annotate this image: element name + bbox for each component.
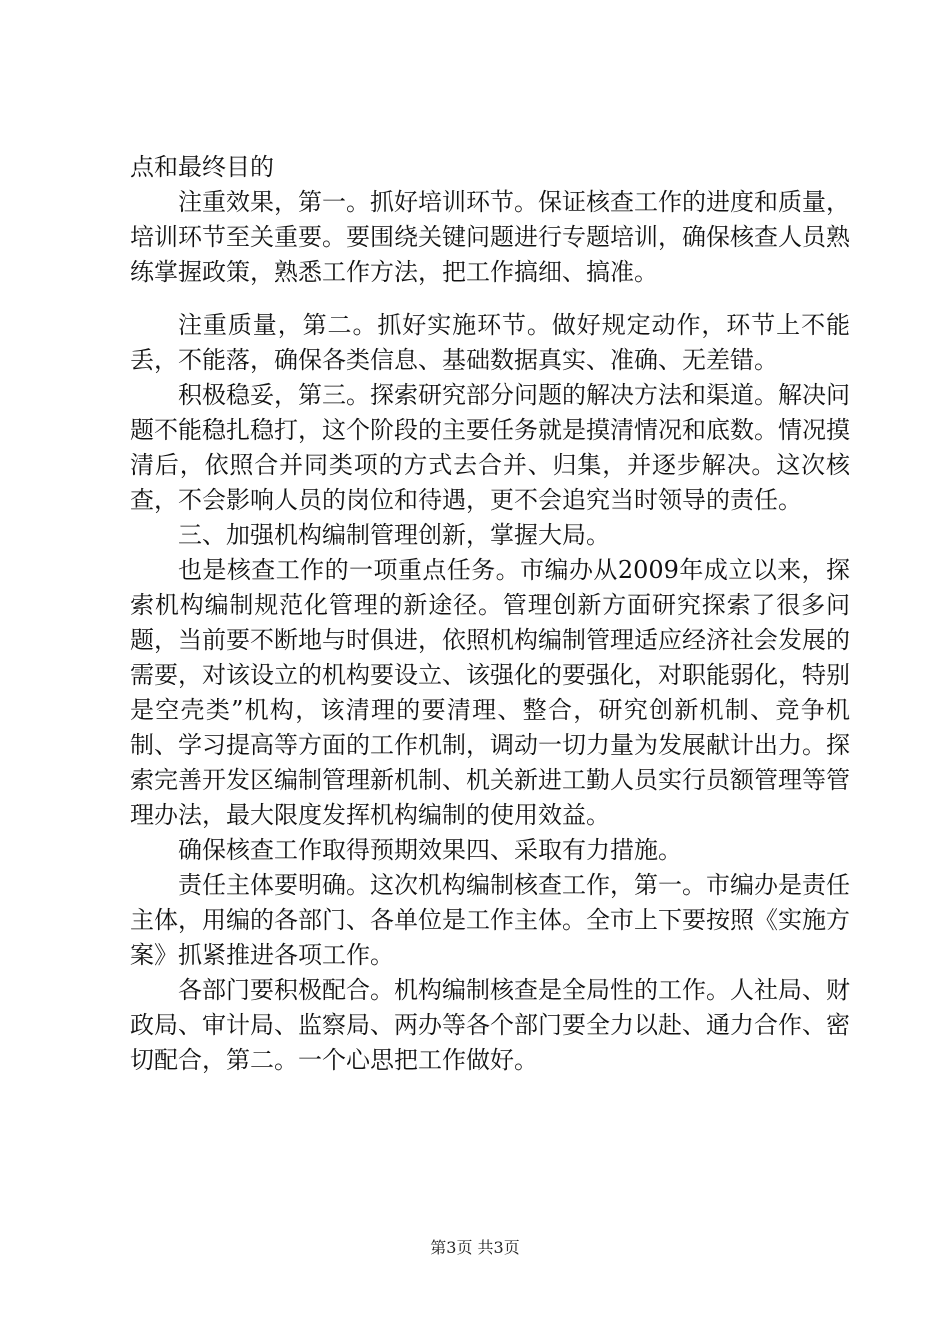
paragraph-cooperation: 各部门要积极配合。机构编制核查是全局性的工作。人社局、财政局、审计局、监察局、两办等各个部门要全力以赴、通力合作、密切配合，第二。一个心思把工作做好。: [130, 976, 850, 1074]
paragraph-training: 注重效果，第一。抓好培训环节。保证核查工作的进度和质量，培训环节至关重要。要围绕关键问题进行专题培训，确保核查人员熟练掌握政策，熟悉工作方法，把工作搞细、搞准。: [130, 188, 850, 286]
paragraph-implementation: 注重质量，第二。抓好实施环节。做好规定动作，环节上不能丢，不能落，确保各类信息、基础数据真实、准确、无差错。: [130, 311, 850, 374]
paragraph-continuation: 点和最终目的: [130, 153, 274, 181]
page-footer: 第3页 共3页: [430, 1238, 520, 1257]
document-body: [130, 150, 850, 1078]
paragraph-responsibility: 责任主体要明确。这次机构编制核查工作，第一。市编办是责任主体，用编的各部门、各单位是工作主体。全市上下要按照《实施方案》抓紧推进各项工作。: [130, 871, 850, 969]
paragraph-exploration: 积极稳妥，第三。探索研究部分问题的解决方法和渠道。解决问题不能稳扎稳打，这个阶段的主要任务就是摸清情况和底数。情况摸清后，依照合并同类项的方式去合并、归集，并逐步解决。这次核查，不会影响人员的岗位和待遇，更不会追究当时领导的责任。: [130, 381, 850, 514]
paragraph-innovation: 也是核查工作的一项重点任务。市编办从2009年成立以来，探索机构编制规范化管理的新途径。管理创新方面研究探索了很多问题，当前要不断地与时俱进，依照机构编制管理适应经济社会发展的需要，对该设立的机构要设立、该强化的要强化，对职能弱化，特别是空壳类”机构，该清理的要清理、整合，研究创新机制、竞争机制、学习提高等方面的工作机制，调动一切力量为发展献计出力。探索完善开发区编制管理新机制、机关新进工勤人员实行员额管理等管理办法，最大限度发挥机构编制的使用效益。: [130, 556, 850, 829]
section-heading-three: 三、加强机构编制管理创新，掌握大局。: [178, 521, 610, 549]
section-heading-four: 确保核查工作取得预期效果四、采取有力措施。: [178, 836, 682, 864]
